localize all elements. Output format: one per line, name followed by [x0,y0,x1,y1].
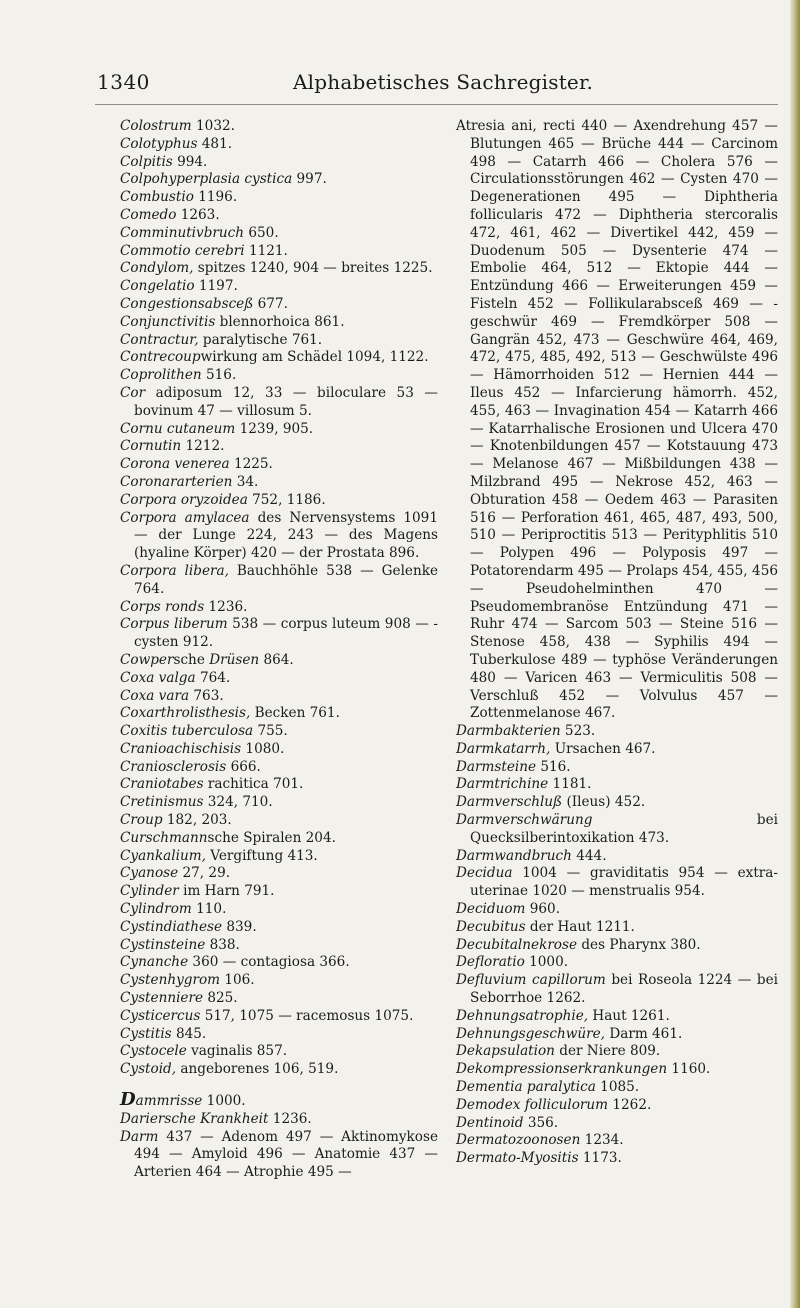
entry-term: Coxa vara [120,687,190,704]
entry-text: 1225. [229,456,273,473]
index-entry [120,759,438,777]
entry-term: Decubitalnekrose [456,936,578,953]
entry-term: Congelatio [120,278,195,295]
entry-text: 1121. [244,242,288,259]
index-entry [120,670,438,688]
index-entry [120,741,438,759]
entry-text: der Niere 809. [554,1043,661,1060]
index-entry [456,776,778,794]
entry-term: Dekapsulation [456,1043,555,1060]
entry-text: 839. [222,918,257,935]
entry-text: bei Roseola 1224 — bei Seborrhoe 1262. [470,972,778,1007]
entry-term: Cysticercus [120,1007,201,1024]
entry-text: Ursachen 467. [550,740,656,757]
entry-term: Cystenhygrom [120,972,221,989]
entry-text: 763. [189,687,224,704]
index-entry [120,883,438,901]
entry-term: Corona venerea [120,456,230,473]
index-entry [120,972,438,990]
index-entry [120,367,438,385]
entry-term: Corpus liberum [120,616,228,633]
index-entry [456,759,778,777]
entry-text: 538 — corpus luteum 908 — -cysten 912. [134,616,438,651]
index-entry [120,1061,438,1079]
entry-text: 1000. [524,954,569,971]
entry-text: 650. [244,224,279,241]
entry-term: Cornutin [120,438,182,455]
entry-term: ammrisse [135,1093,203,1110]
index-entry [120,865,438,883]
entry-term: Cylinder [120,883,179,900]
entry-term: Cornu cutaneum [120,420,236,437]
index-column-left [120,118,438,1182]
entry-text: des Pharynx 380. [577,936,701,953]
running-title: Alphabetisches Sachregister. [293,70,594,94]
entry-text: 752, 1186. [247,491,326,508]
index-entry [456,1115,778,1133]
entry-text: sche [173,651,210,668]
entry-term: Craniosclerosis [120,758,227,775]
entry-term: Curschmann [120,829,208,846]
index-entry [120,118,438,136]
entry-initial: D [120,1089,136,1111]
index-entry [120,919,438,937]
entry-text: 845. [171,1025,207,1042]
entry-text: angeborenes 106, 519. [176,1061,339,1078]
entry-text: 825. [203,990,238,1007]
entry-term: Dermatozoonosen [456,1132,581,1149]
entry-term: Cyankalium, [120,847,206,864]
entry-text: 27, 29. [178,865,231,882]
entry-term: Dentinoid [456,1114,524,1131]
entry-term: Drüsen [209,651,260,668]
entry-term: Cretinismus [120,794,204,811]
entry-term: Demodex folliculorum [456,1096,609,1113]
index-entry [120,776,438,794]
entry-term: Cor [120,384,146,401]
entry-text: 1196. [193,189,238,206]
entry-text: spitzes 1240, 904 — breites 1225. [193,260,433,277]
entry-text: 1173. [578,1150,622,1167]
entry-term: Decubitus [456,918,526,935]
index-entry [456,1061,778,1079]
entry-text: 34. [232,473,259,490]
entry-text: 1085. [595,1079,640,1096]
entry-text: 1236. [268,1110,312,1127]
entry-term: Conjunctivitis [120,313,216,330]
entry-term: Cystindiathese [120,918,223,935]
entry-term: Comminutivbruch [120,224,245,241]
entry-text: Becken 761. [250,705,340,722]
entry-term: Coxitis tuberculosa [120,723,254,740]
entry-term: Colostrum [120,118,192,134]
entry-text: 182, 203. [162,812,232,829]
entry-term: Darmverschluß [456,794,563,811]
entry-text: bei Quecksilberintoxikation 473. [470,812,778,846]
entry-term: Darmkatarrh, [456,740,551,757]
entry-text: 1000. [202,1093,246,1110]
index-entry [456,1097,778,1115]
entry-term: Defluvium capillorum [456,972,606,989]
header-rule [95,104,778,105]
entry-text: (Ileus) 452. [562,794,646,811]
entry-text: 1080. [241,740,285,757]
entry-term: Dehnungsgeschwüre, [456,1025,605,1042]
entry-term: Colpitis [120,153,173,170]
entry-term: Cranioachischisis [120,740,242,757]
index-entry [120,794,438,812]
entry-text: 1212. [181,438,225,455]
entry-text: 517, 1075 — racemosus 1075. [200,1007,414,1024]
entry-term: Croup [120,812,163,829]
index-entry [120,456,438,474]
entry-term: Deciduom [456,901,526,918]
entry-text: 481. [197,135,233,152]
entry-text: 523. [560,723,596,740]
index-entry [456,1043,778,1061]
entry-term: Cystenniere [120,990,204,1007]
entry-text: Vergiftung 413. [205,847,318,864]
index-entry [456,1150,778,1168]
entry-term: Darmwandbruch [456,847,572,864]
index-entry [456,901,778,919]
index-entry [120,225,438,243]
entry-term: Corpora oryzoidea [120,491,248,508]
entry-term: Cystinsteine [120,936,206,953]
entry-term: Combustio [120,189,194,206]
index-entry [456,1026,778,1044]
entry-term: Condylom, [120,260,194,277]
index-entry [120,260,438,278]
entry-text: vaginalis 857. [186,1043,288,1060]
entry-text: 106. [220,972,255,989]
index-entry [120,314,438,332]
entry-term: Cyanose [120,865,179,882]
index-entry [120,189,438,207]
entry-term: Dementia paralytica [456,1079,596,1096]
index-entry [120,171,438,189]
entry-term: Cystitis [120,1025,172,1042]
entry-text: 864. [259,651,294,668]
page-header [0,68,800,108]
index-entry [456,954,778,972]
index-entry [120,278,438,296]
index-entry [120,1111,438,1129]
entry-term: Colpohyperplasia cystica [120,171,293,188]
index-entry [120,296,438,314]
index-entry [120,207,438,225]
entry-term: Cowper [120,651,174,668]
index-entry [120,1129,438,1182]
index-entry [120,332,438,350]
entry-term: Congestionsabsceß [120,295,254,312]
entry-term: Darmbakterien [456,723,561,740]
entry-text: 1263. [176,206,220,223]
index-entry [120,616,438,652]
index-entry [120,901,438,919]
entry-text: 677. [253,295,288,312]
entry-text: rachitica 701. [203,776,304,793]
index-entry [120,1043,438,1061]
entry-term: Cylindrom [120,901,192,918]
index-entry [456,972,778,1008]
index-entry [120,136,438,154]
entry-term: Coprolithen [120,367,202,384]
index-entry [120,848,438,866]
index-column-right [456,118,778,1168]
entry-text: 356. [523,1114,559,1131]
entry-term: Dermato-Myositis [456,1150,579,1167]
index-entry [120,954,438,972]
entry-text: 110. [191,901,227,918]
entry-text: 960. [525,901,561,918]
index-entry [120,492,438,510]
entry-text: 838. [205,936,240,953]
entry-text: 666. [226,758,261,775]
index-entry [456,723,778,741]
entry-term: Defloratio [456,954,525,971]
index-entry [120,510,438,563]
entry-term: Cynanche [120,954,189,971]
entry-text: Bauchhöhle 538 — Gelenke 764. [134,562,438,597]
entry-text: 1236. [204,598,248,615]
entry-text: 994. [172,153,208,170]
entry-text: 1197. [194,278,238,295]
entry-term: Cystoid, [120,1061,177,1078]
index-entry [456,1008,778,1026]
index-entry [456,1132,778,1150]
entry-term: Contrecoup [120,349,201,366]
index-entry [120,563,438,599]
entry-term: Dehnungsatrophie, [456,1007,589,1024]
index-entry [120,438,438,456]
entry-text: 1160. [667,1061,711,1078]
entry-term: Darmsteine [456,758,537,775]
entry-text: 1004 — graviditatis 954 — extra-uterinae 1020 — menstrualis 954. [470,865,778,900]
entry-text: 1262. [608,1096,652,1113]
entry-term: Comedo [120,206,177,223]
entry-text: Haut 1261. [588,1007,670,1024]
index-entry [456,865,778,901]
entry-text: wirkung am Schädel 1094, 1122. [200,349,429,366]
entry-term: Corps ronds [120,598,205,615]
entry-term: Coronararterien [120,473,233,490]
entry-text: blennorhoica 861. [215,313,345,330]
entry-text: 755. [253,723,288,740]
index-entry [120,812,438,830]
entry-text: im Harn 791. [178,883,275,900]
entry-text: 437 — Adenom 497 — Aktinomykose 494 — Amyloid 496 — Anatomie 437 — Arterien 464 — Atrophie 495 — [134,1128,438,1181]
index-entry [120,688,438,706]
entry-text: paralytische 761. [198,331,323,348]
index-entry [120,243,438,261]
page-edge-decoration [790,0,800,1308]
entry-term: Dariersche Krankheit [120,1110,269,1127]
index-entry [456,848,778,866]
index-entry [456,794,778,812]
entry-term: Coxa valga [120,669,196,686]
entry-text: 444. [571,847,607,864]
index-entry [120,652,438,670]
index-entry [120,830,438,848]
index-entry [120,990,438,1008]
entry-term: Contractur, [120,331,199,348]
index-entry [456,1079,778,1097]
entry-term: Coxarthrolisthesis, [120,705,251,722]
entry-text: 324, 710. [203,794,273,811]
index-entry [456,741,778,759]
entry-term: Craniotabes [120,776,204,793]
index-entry [120,1008,438,1026]
index-entry [120,705,438,723]
entry-text: adiposum 12, 33 — biloculare 53 — bovinum 47 — villosum 5. [134,384,438,419]
entry-text: 516. [201,367,237,384]
entry-term: Darm [120,1128,159,1145]
entry-term: Corpora amylacea [120,509,250,526]
index-entry [456,118,778,723]
index-entry [120,599,438,617]
index-entry [120,349,438,367]
index-entry [120,1091,438,1111]
entry-text: 764. [195,669,231,686]
entry-term: Darmtrichine [456,776,549,793]
entry-term: Corpora libera, [120,562,229,579]
entry-text: 360 — contagiosa 366. [188,954,350,971]
entry-term: Colotyphus [120,135,198,152]
page-number: 1340 [97,70,150,94]
entry-text: Atresia ani, recti 440 — Axendrehung 457 — Blutungen 465 — Brüche 444 — Carcinom 498 — Catarrh 466 — Cholera 576 — Circulationsstörungen 462 — Cysten 470 — Degenerationen 495 — Diphtheria follicularis 472 — Diphtheria stercoralis 472, 461, 462 — Divertikel 442, 459 — Duodenum 505 — Dysenterie 474 — Embolie 464, 512 — Ektopie 444 — Entzündung 466 — Erweiterungen 459 — Fisteln 452 — Follikularabsceß 469 — -geschwür 469 — Fremdkörper 508 — Gangrän 452, 473 — Geschwüre 464, 469, 472, 475, 485, 492, 513 — Geschwülste 496 — Hämorrhoiden 512 — Hernien 444 — Ileus 452 — Infarcierung hämorrh. 452, 455, 463 — Invagination 454 — Katarrh 466 — Katarrhalische Erosionen und Ulcera 470 — Knotenbildungen 457 — Kotstauung 473 — Melanose 467 — Mißbildungen 438 — Milzbrand 495 — Nekrose 452, 463 — Obturation 458 — Oedem 463 — Parasiten 516 — Perforation 461, 465, 487, 493, 500, 510 — Periproctitis 513 — Perityphlitis 510 — Polypen 496 — Polyposis 497 — Potatorendarm 495 — Prolaps 454, 455, 456 — Pseudohelminthen 470 —Pseudomembranöse Entzündung 471 — Ruhr 474 — Sarcom 503 — Steine 516 — Stenose 458, 438 — Syphilis 494 — Tuberkulose 489 — typhöse Veränderungen 480 — Varicen 463 — Vermiculitis 508 — Verschluß 452 — Volvulus 457 — Zottenmelanose 467. [456,118,778,722]
entry-term: Commotio cerebri [120,242,245,259]
entry-term: Decidua [456,865,513,882]
entry-text: Darm 461. [605,1025,683,1042]
index-entry [120,723,438,741]
entry-text: 997. [292,171,327,188]
index-entry [456,937,778,955]
entry-text: sche Spiralen 204. [207,829,336,846]
entry-text: 516. [536,758,571,775]
index-entry [120,421,438,439]
entry-term: Darmverschwärung [456,812,593,829]
index-entry [120,937,438,955]
entry-text: 1032. [191,118,235,134]
index-entry [456,812,778,848]
entry-term: Cystocele [120,1043,187,1060]
entry-text: der Haut 1211. [525,918,635,935]
entry-text: des Nervensystems 1091 — der Lunge 224, 243 — des Magens (hyaline Körper) 420 — der Prostata 896. [134,509,438,562]
entry-text: 1181. [548,776,592,793]
index-entry [120,385,438,421]
entry-text: 1239, 905. [235,420,314,437]
entry-term: Dekompressionserkrankungen [456,1061,668,1078]
index-entry [120,474,438,492]
index-entry [120,1026,438,1044]
index-entry [120,154,438,172]
index-entry [456,919,778,937]
entry-text: 1234. [580,1132,624,1149]
